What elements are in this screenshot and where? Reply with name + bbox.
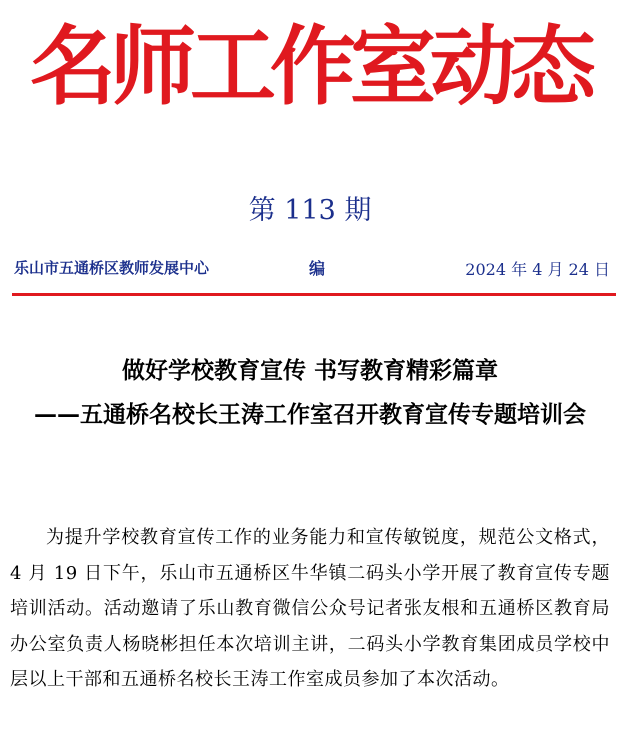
edited-label: 编 [309, 259, 326, 278]
publication-meta-row [14, 257, 610, 281]
masthead-title: 名师工作室动态 [30, 17, 590, 117]
header-divider [12, 293, 616, 296]
publication-date: 2024 年 4 月 24 日 [465, 260, 610, 279]
publisher-name: 乐山市五通桥区教师发展中心 [14, 259, 210, 277]
article-paragraph: 为提升学校教育宣传工作的业务能力和宣传敏锐度，规范公文格式，4 月 19 日下午，乐山市五通桥区牛华镇二码头小学开展了教育宣传专题培训活动。活动邀请了乐山教育微信公众号记者张友根和五通桥区教育局办公室负责人杨晓彬担任本次培训主讲，二码头小学教育集团成员学校中层以上干部和五通桥名校长王涛工作室成员参加了本次活动。 [10, 527, 610, 690]
article-title: 做好学校教育宣传 书写教育精彩篇章 [121, 357, 498, 384]
article-subtitle: ——五通桥名校长王涛工作室召开教育宣传专题培训会 [34, 401, 586, 428]
issue-number: 第 113 期 [248, 195, 372, 226]
